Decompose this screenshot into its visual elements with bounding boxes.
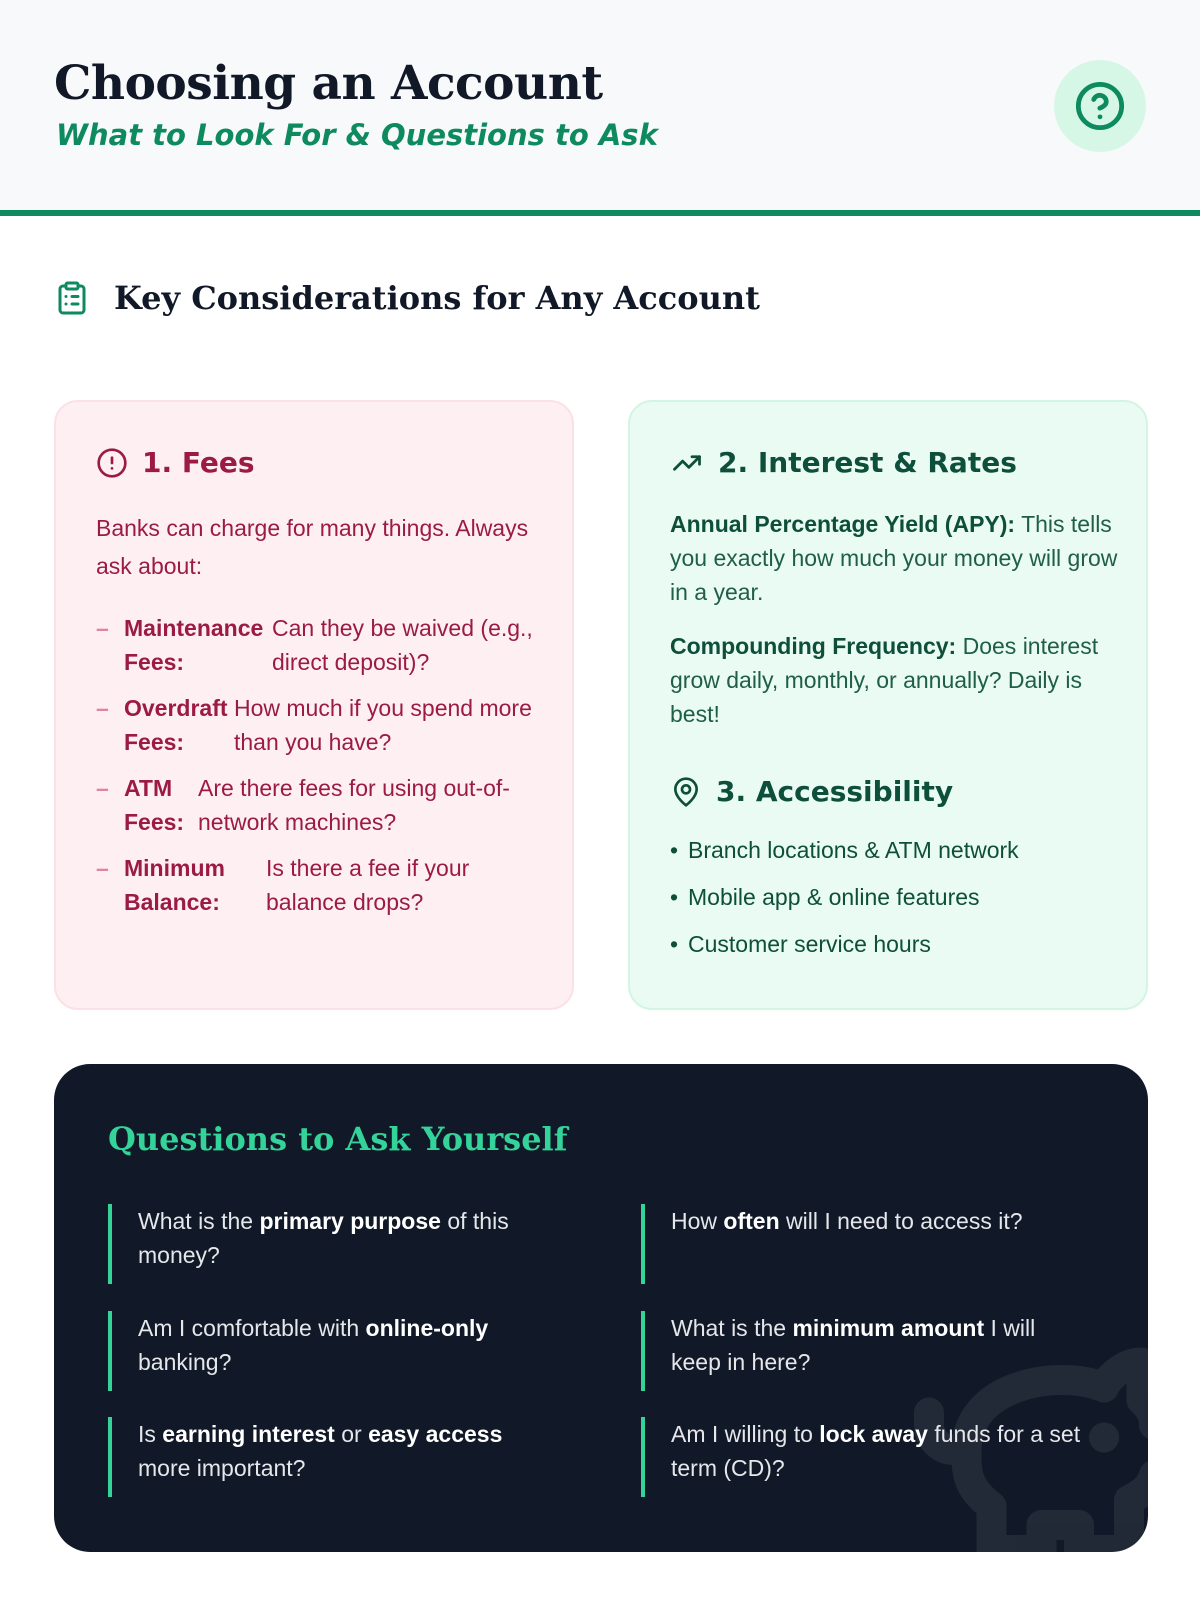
- fee-desc: How much if you spend more than you have?: [234, 695, 532, 755]
- question-item: What is the primary purpose of this money?: [108, 1204, 554, 1284]
- interest-card: [628, 400, 1148, 1010]
- questions-title: Questions to Ask Yourself: [108, 1120, 568, 1158]
- page-header: [0, 0, 1200, 216]
- section-title: Key Considerations for Any Account: [114, 279, 760, 317]
- interest-heading: [670, 446, 1120, 479]
- questions-panel: [54, 1064, 1148, 1552]
- fees-card: [54, 400, 574, 1010]
- map-pin-icon: [670, 776, 702, 808]
- fees-list: [96, 611, 536, 919]
- fees-heading: [96, 446, 536, 479]
- list-item: • Customer service hours: [670, 931, 931, 957]
- dash-marker: –: [96, 775, 109, 801]
- fee-item-maintenance: [96, 611, 536, 679]
- question-item: How often will I need to access it?: [641, 1204, 1087, 1284]
- compounding-paragraph: [670, 629, 1120, 731]
- list-item: • Mobile app & online features: [670, 884, 980, 910]
- fee-item-atm: [96, 771, 536, 839]
- list-item: • Branch locations & ATM network: [670, 837, 1019, 863]
- accessibility-list: [670, 834, 1120, 960]
- fees-intro: Banks can charge for many things. Always ask about:: [96, 515, 529, 579]
- alert-circle-icon: [96, 447, 128, 479]
- dash-marker: –: [96, 615, 109, 641]
- apy-label: Annual Percentage Yield (APY):: [670, 511, 1016, 537]
- compounding-text: Does interest grow daily, monthly, or annually? Daily is best!: [670, 633, 1099, 727]
- fee-item-overdraft: [96, 691, 536, 759]
- fee-desc: Are there fees for using out-of-network machines?: [198, 775, 510, 835]
- compounding-label: Compounding Frequency:: [670, 633, 957, 659]
- question-item: Is earning interest or easy access more important?: [108, 1417, 554, 1497]
- fee-label: Maintenance Fees:: [124, 615, 264, 675]
- fees-title: 1. Fees: [142, 446, 255, 479]
- interest-title: 2. Interest & Rates: [718, 446, 1017, 479]
- fee-item-minimum-balance: [96, 851, 536, 919]
- apy-paragraph: [670, 507, 1120, 609]
- apy-text: This tells you exactly how much your money will grow in a year.: [670, 511, 1118, 605]
- question-item: Am I comfortable with online-only banking?: [108, 1311, 554, 1391]
- clipboard-list-icon: [54, 278, 90, 318]
- accessibility-heading: [670, 775, 1120, 808]
- fee-desc: Can they be waived (e.g., direct deposit)?: [272, 615, 533, 675]
- page-subtitle: What to Look For & Questions to Ask: [56, 118, 658, 152]
- fee-label: ATM Fees:: [124, 775, 185, 835]
- page-title: Choosing an Account: [54, 56, 603, 111]
- section-heading: [54, 276, 760, 320]
- dash-marker: –: [96, 695, 109, 721]
- fee-desc: Is there a fee if your balance drops?: [266, 855, 470, 915]
- question-item: What is the minimum amount I will keep in here?: [641, 1311, 1087, 1391]
- help-button[interactable]: [1054, 60, 1146, 152]
- question-item: Am I willing to lock away funds for a set term (CD)?: [641, 1417, 1087, 1497]
- dash-marker: –: [96, 855, 109, 881]
- trending-up-icon: [670, 448, 704, 478]
- help-circle-icon: [1074, 80, 1126, 132]
- accessibility-title: 3. Accessibility: [716, 775, 954, 808]
- fee-label: Overdraft Fees:: [124, 695, 228, 755]
- fee-label: Minimum Balance:: [124, 855, 225, 915]
